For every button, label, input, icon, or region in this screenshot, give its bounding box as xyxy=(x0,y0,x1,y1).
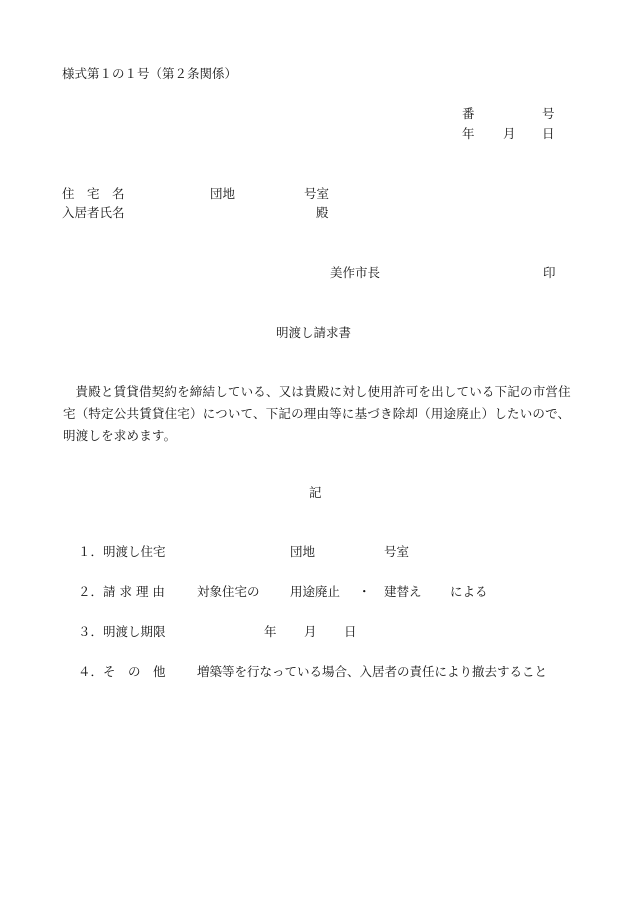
issuer-seal: 印 xyxy=(543,265,556,280)
date-year: 年 xyxy=(462,126,475,141)
item2-option1: 用途廃止 xyxy=(290,584,341,599)
resident-label: 入居者氏名 xyxy=(62,205,125,220)
number-label: 番 xyxy=(462,106,475,121)
item1-gou-shitsu: 号室 xyxy=(384,544,410,559)
housing-danchi: 団地 xyxy=(210,186,236,201)
housing-gou-shitsu: 号室 xyxy=(304,186,330,201)
item2-option2: 建替え xyxy=(384,584,422,599)
item4-label: ４．そ の 他 xyxy=(78,664,166,679)
item2-text1: 対象住宅の xyxy=(197,584,260,599)
item3-year: 年 xyxy=(264,624,277,639)
number-suffix: 号 xyxy=(542,106,555,121)
item4-text: 増築等を行なっている場合、入居者の責任により撤去すること xyxy=(197,664,548,679)
item2-label: ２．請 求 理 由 xyxy=(78,584,165,599)
document-title: 明渡し請求書 xyxy=(276,325,352,340)
item3-day: 日 xyxy=(344,624,357,639)
item3-label: ３．明渡し期限 xyxy=(78,624,166,639)
item2-separator: ・ xyxy=(358,584,371,599)
issuer-name: 美作市長 xyxy=(330,265,381,280)
item1-danchi: 団地 xyxy=(290,544,316,559)
honorific: 殿 xyxy=(316,205,329,220)
date-month: 月 xyxy=(503,126,516,141)
item2-text2: による xyxy=(450,584,488,599)
item1-label: １．明渡し住宅 xyxy=(78,544,166,559)
date-day: 日 xyxy=(542,126,555,141)
ki-heading: 記 xyxy=(309,485,322,500)
body-paragraph: 貴殿と賃貸借契約を締結している、又は貴殿に対し使用許可を出している下記の市営住宅（特定公共賃貸住宅）について、下記の理由等に基づき除却（用途廃止）したいので、明渡しを求めます。 xyxy=(63,384,571,443)
housing-label: 住 宅 名 xyxy=(62,186,125,201)
item3-month: 月 xyxy=(304,624,317,639)
form-label: 様式第１の１号（第２条関係） xyxy=(62,66,238,81)
